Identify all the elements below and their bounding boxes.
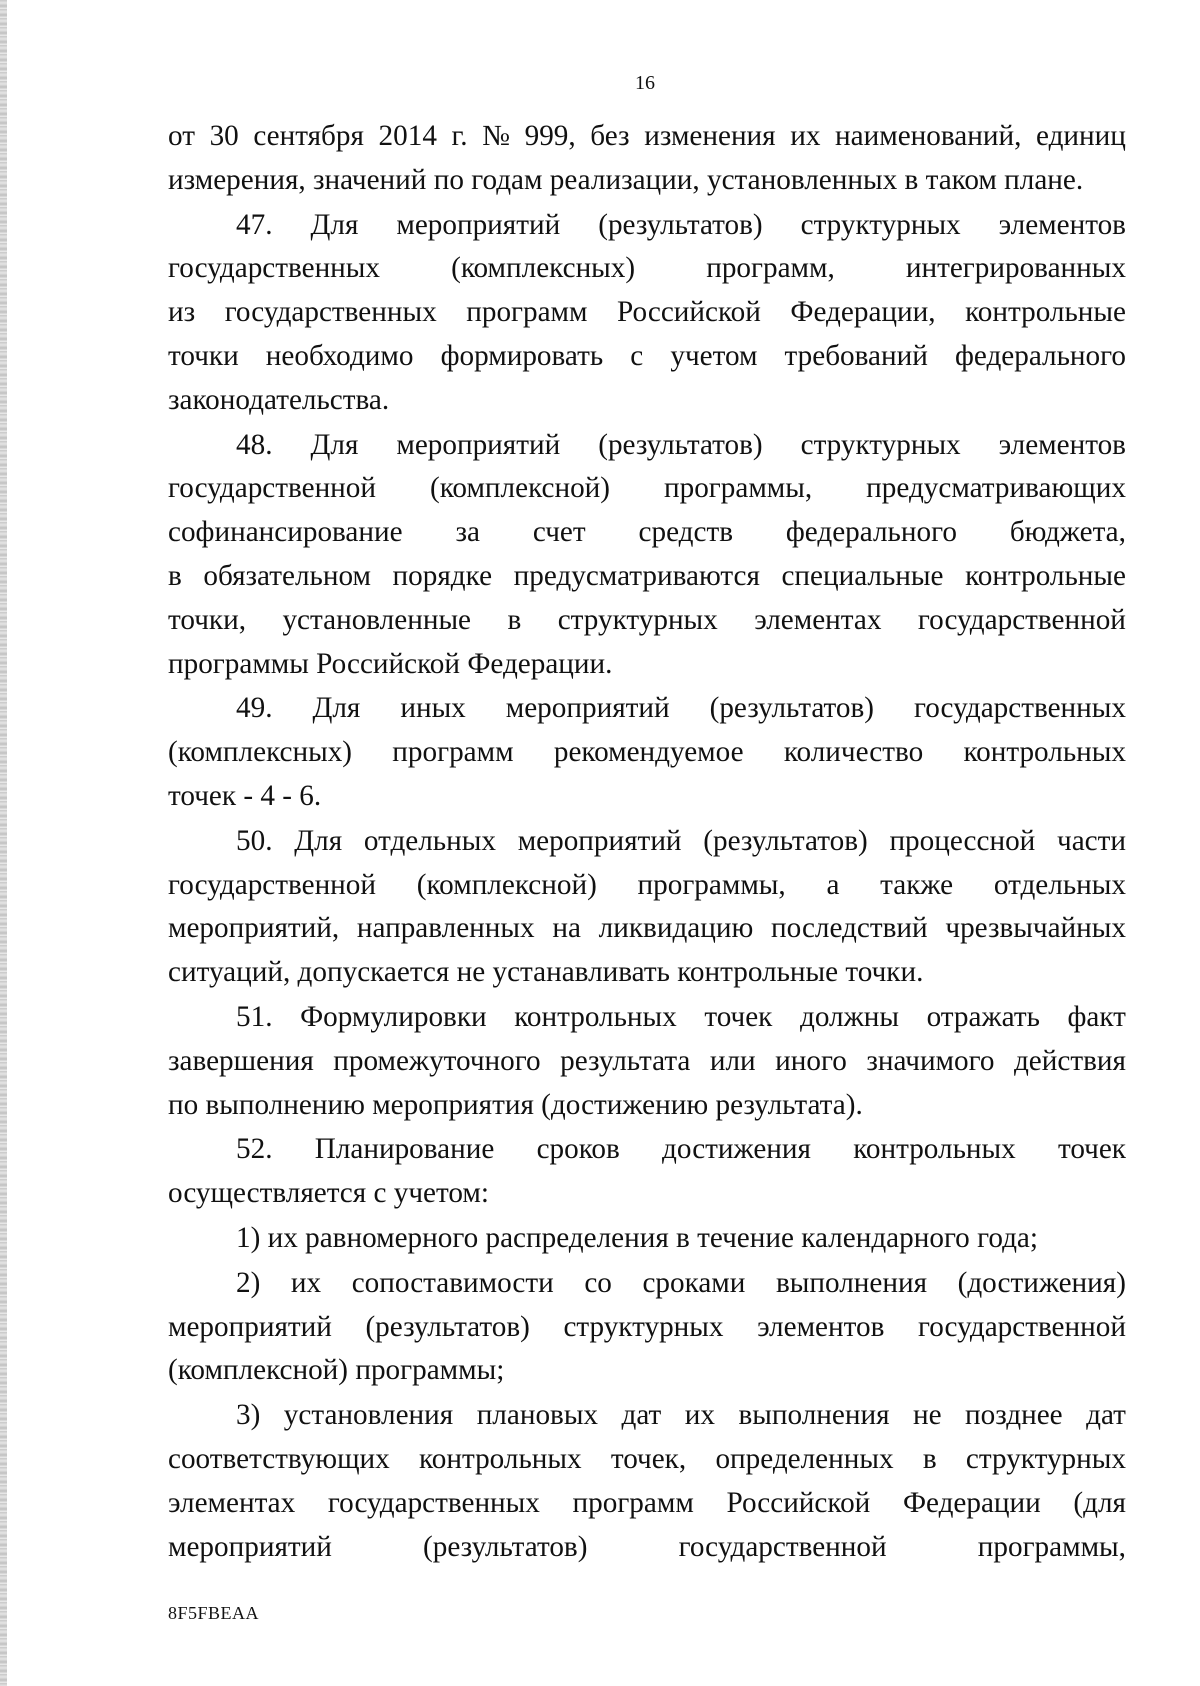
word: должны	[799, 1000, 899, 1033]
word: обязательном	[203, 559, 371, 592]
scan-edge-shadow	[0, 0, 7, 1686]
text-line	[168, 335, 1126, 379]
word: интегрированных	[905, 252, 1126, 285]
word: (комплексных)	[451, 252, 636, 285]
word: структурных	[965, 1442, 1126, 1475]
text-line	[168, 1482, 1126, 1526]
word: средств	[638, 516, 733, 549]
word: Для	[310, 428, 359, 461]
word: факт	[1067, 1000, 1126, 1033]
word: не	[912, 1399, 942, 1432]
text-line	[168, 1262, 1126, 1306]
word: Для	[312, 692, 361, 725]
word: элементов	[998, 208, 1126, 241]
word: соответствующих	[168, 1442, 390, 1475]
word: (для	[1073, 1486, 1126, 1519]
word: отдельных	[363, 824, 496, 857]
word: также	[880, 868, 954, 901]
word: контрольных	[853, 1133, 1016, 1166]
word: со	[584, 1266, 612, 1299]
word: 48.	[236, 428, 273, 461]
text-line	[168, 1394, 1126, 1438]
word: программы,	[977, 1530, 1126, 1563]
word: (результатов)	[598, 208, 763, 241]
text-line	[168, 115, 1126, 159]
word: мероприятий	[396, 428, 561, 461]
word: отражать	[926, 1000, 1040, 1033]
word: счет	[532, 516, 586, 549]
word: выполнения	[775, 1266, 928, 1299]
word: сопоставимости	[351, 1266, 554, 1299]
word: программы,	[664, 472, 813, 505]
word: 51.	[236, 1000, 273, 1033]
word: изменения	[644, 120, 776, 152]
word: (результатов)	[598, 428, 763, 461]
word: Для	[294, 824, 343, 857]
word: Планирование	[314, 1133, 495, 1166]
word: 47.	[236, 208, 273, 241]
word: действия	[1013, 1044, 1126, 1077]
word: 999,	[524, 120, 576, 152]
word: предусматривающих	[866, 472, 1126, 505]
word: Российской	[726, 1486, 871, 1519]
word: сентября	[253, 120, 364, 152]
text-line: программы Российской Федерации.	[168, 647, 613, 680]
text-line	[168, 1128, 1126, 1172]
text-line	[168, 731, 1126, 775]
word: процессной	[889, 824, 1036, 857]
word: государственной	[917, 603, 1126, 636]
word: сроков	[536, 1133, 620, 1166]
word: направленных	[356, 912, 535, 945]
word: структурных	[800, 428, 961, 461]
word: г.	[451, 120, 468, 152]
word: элементов	[757, 1310, 885, 1343]
text-line	[168, 1040, 1126, 1084]
word: порядке	[392, 559, 493, 592]
word: (достижения)	[957, 1266, 1126, 1299]
word: бюджета,	[1009, 516, 1126, 549]
word: (комплексных)	[168, 736, 353, 769]
word: их	[790, 120, 821, 152]
word: элементов	[998, 428, 1126, 461]
text-line: (комплексной) программы;	[168, 1354, 505, 1387]
text-line	[168, 555, 1126, 599]
word: контрольных	[514, 1000, 677, 1033]
word: их	[684, 1399, 715, 1432]
word: (результатов)	[423, 1530, 588, 1563]
word: точки,	[168, 603, 246, 636]
word: структурных	[563, 1310, 724, 1343]
text-line: измерения, значений по годам реализации, установленных в таком плане.	[168, 163, 1084, 196]
word: необходимо	[265, 339, 414, 372]
word: количество	[783, 736, 924, 769]
word: Российской	[617, 296, 761, 329]
word: требований	[784, 339, 928, 372]
page-number: 16	[635, 72, 655, 94]
word: государственной	[168, 472, 377, 505]
word: сроками	[642, 1266, 746, 1299]
word: позднее	[965, 1399, 1063, 1432]
word: выполнения	[738, 1399, 890, 1432]
word: 49.	[236, 692, 273, 725]
word: 30	[209, 120, 239, 152]
text-line: 1) их равномерного распределения в течение календарного года;	[236, 1221, 1038, 1254]
word: 2014	[378, 120, 437, 152]
word: точки	[168, 339, 239, 372]
text-line	[168, 599, 1126, 643]
word: (комплексной)	[430, 472, 611, 505]
word: 50.	[236, 824, 273, 857]
text-line	[168, 1526, 1126, 1570]
word: (результатов)	[365, 1310, 530, 1343]
word: мероприятий	[168, 1530, 332, 1563]
word: части	[1057, 824, 1126, 857]
word: единиц	[1036, 120, 1126, 152]
word: структурных	[800, 208, 961, 241]
word: государственных	[168, 252, 381, 285]
text-line: законодательства.	[168, 383, 390, 416]
word: значимого	[866, 1044, 995, 1077]
word: достижения	[662, 1133, 811, 1166]
text-line	[168, 424, 1126, 468]
text-line	[168, 204, 1126, 248]
word: государственной	[168, 868, 377, 901]
text-line: по выполнению мероприятия (достижению результата).	[168, 1088, 863, 1121]
word: элементах	[168, 1486, 296, 1519]
word: программ,	[706, 252, 835, 285]
word: точек,	[610, 1442, 687, 1475]
word: Федерации	[902, 1486, 1041, 1519]
text-line: точек - 4 - 6.	[168, 779, 322, 812]
word: рекомендуемое	[553, 736, 744, 769]
word: программы,	[637, 868, 786, 901]
text-line	[168, 820, 1126, 864]
text-line	[168, 864, 1126, 908]
word: иного	[775, 1044, 847, 1077]
text-line: осуществляется с учетом:	[168, 1177, 489, 1210]
word: дат	[1086, 1399, 1126, 1432]
word: предусматриваются	[513, 559, 760, 592]
word: контрольные	[965, 296, 1126, 329]
word: чрезвычайных	[945, 912, 1126, 945]
word: из	[168, 296, 196, 329]
word: Федерации,	[790, 296, 936, 329]
word: дат	[621, 1399, 662, 1432]
word: с	[630, 339, 644, 372]
text-line	[168, 511, 1126, 555]
word: или	[709, 1044, 756, 1077]
word: мероприятий	[396, 208, 561, 241]
word: в	[507, 603, 522, 636]
word: на	[552, 912, 581, 945]
text-line	[168, 247, 1126, 291]
word: 52.	[236, 1133, 273, 1166]
word: завершения	[168, 1044, 314, 1077]
word: в	[168, 559, 182, 592]
word: федерального	[785, 516, 957, 549]
word: 2)	[236, 1266, 261, 1299]
text-line	[168, 291, 1126, 335]
word: мероприятий,	[168, 912, 340, 945]
word: формировать	[440, 339, 604, 372]
word: элементах	[754, 603, 882, 636]
word: результата	[560, 1044, 691, 1077]
word: структурных	[557, 603, 718, 636]
text-line	[168, 1306, 1126, 1350]
word: мероприятий	[505, 692, 670, 725]
word: иных	[400, 692, 466, 725]
word: программ	[392, 736, 514, 769]
word: а	[826, 868, 840, 901]
document-code: 8F5FBEAA	[168, 1603, 260, 1623]
text-line	[168, 1438, 1126, 1482]
word: промежуточного	[333, 1044, 541, 1077]
text-line: ситуаций, допускается не устанавливать контрольные точки.	[168, 956, 924, 989]
word: их	[290, 1266, 322, 1299]
word: (комплексной)	[416, 868, 597, 901]
word: софинансирование	[168, 516, 403, 549]
word: специальные	[781, 559, 944, 592]
word: учетом	[670, 339, 758, 372]
word: от	[168, 120, 195, 152]
word: без	[590, 120, 630, 152]
word: мероприятий	[517, 824, 682, 857]
text-line	[168, 907, 1126, 951]
word: контрольных	[963, 736, 1126, 769]
word: отдельных	[993, 868, 1126, 901]
word: контрольные	[965, 559, 1126, 592]
word: плановых	[476, 1399, 599, 1432]
word: установления	[283, 1399, 454, 1432]
word: установленные	[282, 603, 472, 636]
word: ликвидацию	[598, 912, 754, 945]
text-line	[168, 996, 1126, 1040]
word: программ	[466, 296, 588, 329]
word: последствий	[771, 912, 928, 945]
word: наименований,	[835, 120, 1022, 152]
word: государственных	[327, 1486, 540, 1519]
word: федерального	[954, 339, 1126, 372]
word: государственных	[913, 692, 1126, 725]
word: в	[922, 1442, 937, 1475]
word: за	[455, 516, 480, 549]
word: точек	[1057, 1133, 1126, 1166]
word: Формулировки	[300, 1000, 487, 1033]
word: 3)	[236, 1399, 261, 1432]
text-line	[168, 467, 1126, 511]
word: (результатов)	[709, 692, 874, 725]
word: точек	[704, 1000, 773, 1033]
word: программ	[572, 1486, 694, 1519]
word: государственных	[224, 296, 437, 329]
word: определенных	[715, 1442, 894, 1475]
text-line	[168, 687, 1126, 731]
word: Для	[310, 208, 359, 241]
word: государственной	[678, 1530, 887, 1563]
word: государственной	[917, 1310, 1126, 1343]
word: (результатов)	[703, 824, 868, 857]
word: №	[482, 120, 510, 152]
document-body	[168, 115, 1126, 1569]
word: мероприятий	[168, 1310, 332, 1343]
word: контрольных	[419, 1442, 582, 1475]
